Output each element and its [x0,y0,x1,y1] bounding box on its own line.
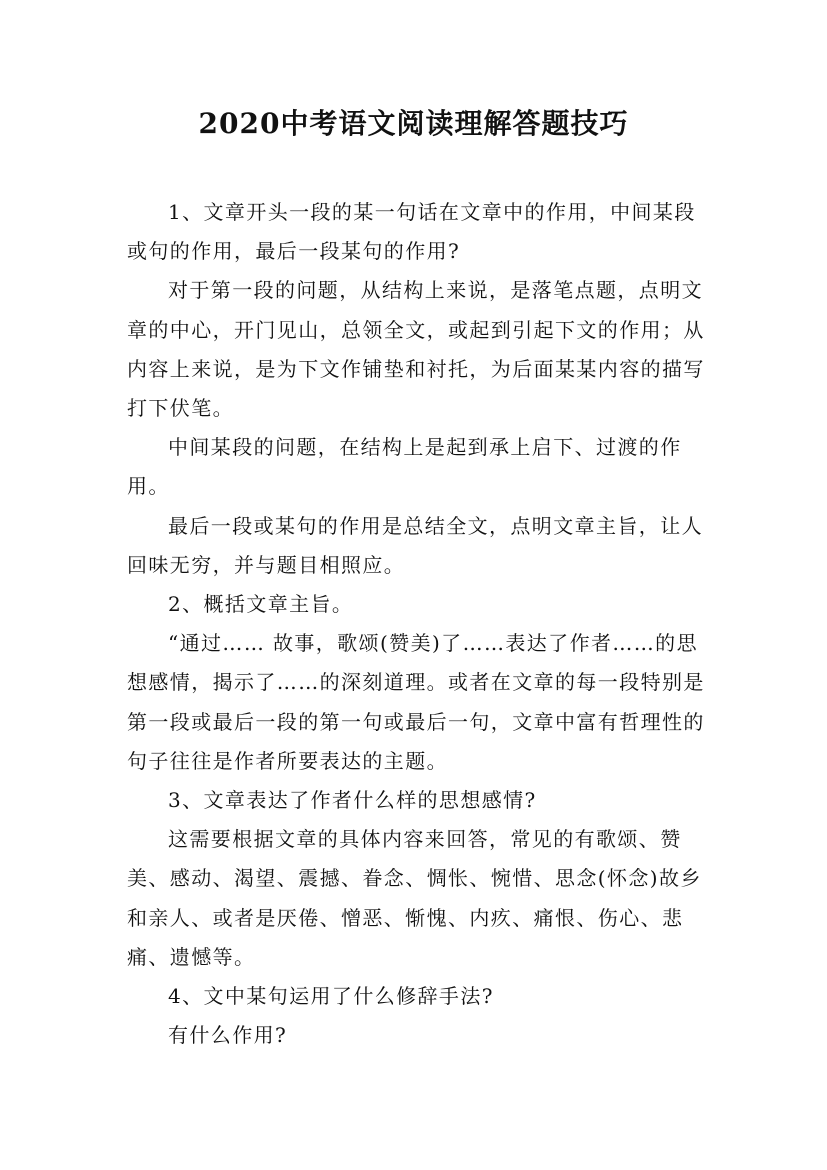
document-title: 2020中考语文阅读理解答题技巧 [198,107,629,140]
paragraph-q1-answer-first: 对于第一段的问题，从结构上来说，是落笔点题，点明文章的中心，开门见山，总领全文，或起到引起下文的作用；从内容上来说，是为下文作铺垫和衬托，为后面某某内容的描写打下伏笔。 [127,278,705,421]
document-body [127,193,707,1055]
paragraph-q3: 3、文章表达了作者什么样的思想感情? [168,788,537,813]
paragraph-q1: 1、文章开头一段的某一句话在文章中的作用，中间某段或句的作用，最后一段某句的作用? [127,200,696,264]
paragraph-q4-followup: 有什么作用? [168,1023,288,1048]
paragraph-q1-answer-middle: 中间某段的问题，在结构上是起到承上启下、过渡的作用。 [127,435,682,499]
paragraph-q2-answer: “通过…… 故事，歌颂(赞美)了……表达了作者……的思想感情，揭示了……的深刻道理。或者在文章的每一段特别是第一段或最后一段的第一句或最后一句，文章中富有哲理性的句子往往是作者所要表达的主题。 [127,631,705,773]
paragraph-q1-answer-last: 最后一段或某句的作用是总结全文，点明文章主旨，让人回味无穷，并与题目相照应。 [127,513,703,577]
paragraph-q2: 2、概括文章主旨。 [168,592,354,617]
paragraph-q4: 4、文中某句运用了什么修辞手法? [168,984,494,1009]
paragraph-q3-answer: 这需要根据文章的具体内容来回答，常见的有歌颂、赞美、感动、渴望、震撼、眷念、惆怅、惋惜、思念(怀念)故乡和亲人、或者是厌倦、憎恶、惭愧、内疚、痛恨、伤心、悲痛、遗憾等。 [127,827,702,969]
